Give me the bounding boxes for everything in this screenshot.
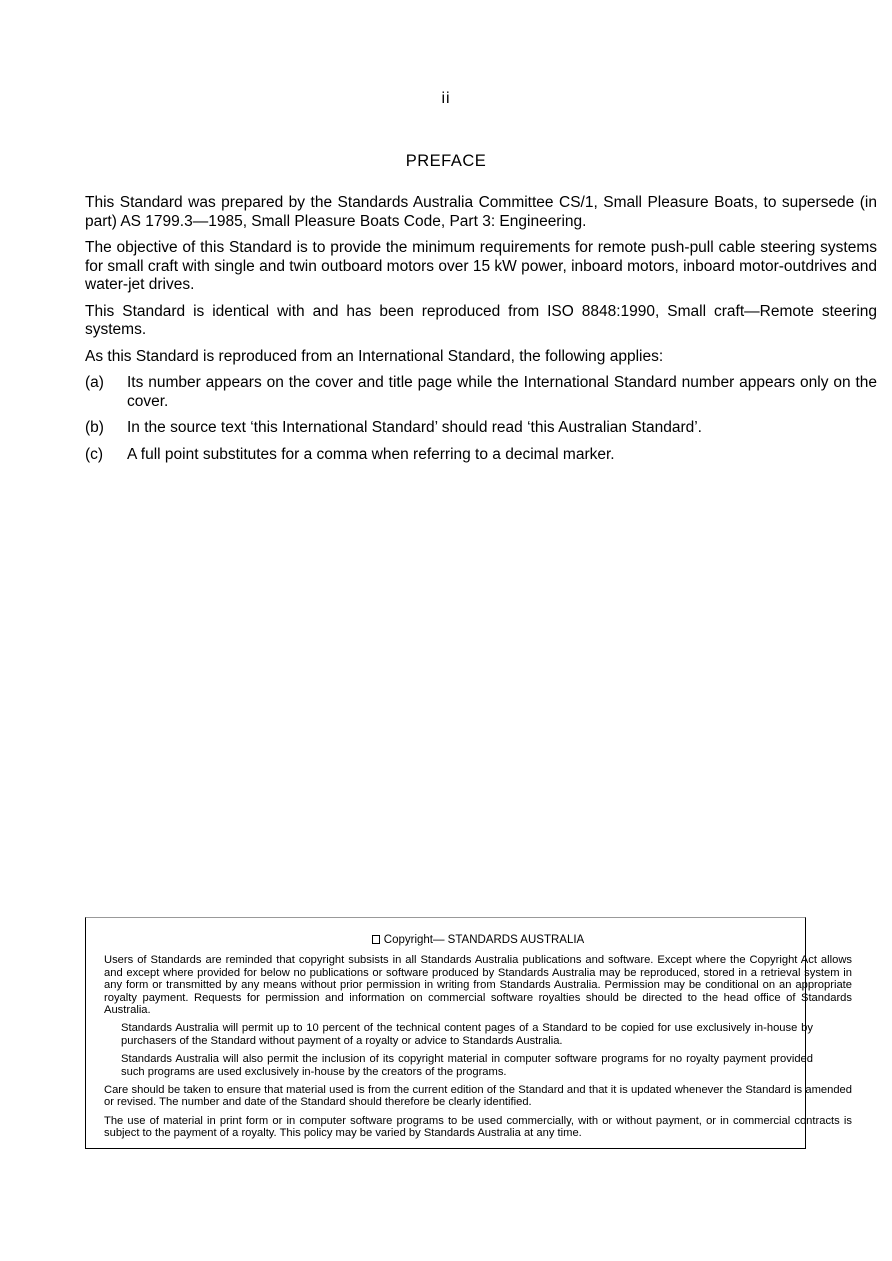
- copyright-paragraph-commercial-use: The use of material in print form or in computer software programs to be used commercially, with or without payment, or in commercial contracts is subject to the payment of a royalty. This policy may be varied by Standards Australia at any time.: [104, 1114, 852, 1140]
- copyright-icon: [372, 935, 380, 944]
- page-number: ii: [441, 90, 451, 107]
- list-item-label: (b): [85, 419, 104, 436]
- list-item-text: A full point substitutes for a comma when referring to a decimal marker.: [127, 445, 615, 463]
- page-title: PREFACE: [405, 152, 487, 170]
- list-item-label: (c): [85, 445, 104, 463]
- preface-paragraph-identical: This Standard is identical with and has been reproduced from ISO 8848:1990, Small craft—Remote steering systems.: [85, 302, 877, 338]
- copyright-heading: [104, 934, 852, 946]
- list-item: [85, 419, 877, 438]
- list-item: [85, 446, 877, 465]
- list-item-text: In the source text ‘this International Standard’ should read ‘this Australian Standard’.: [127, 419, 702, 436]
- preface-paragraph-committee: This Standard was prepared by the Standards Australia Committee CS/1, Small Pleasure Boats, to supersede (in part) AS 1799.3—1985, Small Pleasure Boats Code, Part 3: Engineering.: [85, 194, 877, 230]
- list-item: [85, 374, 877, 411]
- preface-paragraph-objective: The objective of this Standard is to provide the minimum requirements for remote push-pull cable steering systems for small craft with single and twin outboard motors over 15 kW power, inboard motors, inboard motor-outdrives and water-jet drives.: [85, 239, 877, 293]
- copyright-paragraph-current-edition: Care should be taken to ensure that material used is from the current edition of the Standard and that it is updated whenever the Standard is amended or revised. The number and date of the Standard should therefore be clearly identified.: [104, 1084, 852, 1109]
- copyright-paragraph-reminder: Users of Standards are reminded that copyright subsists in all Standards Australia publications and software. Except where the Copyright Act allows and except where provided for below no publications or software produced by Standards Australia may be reproduced, stored in a retrieval system in any form or transmitted by any means without prior permission in writing from Standards Australia. Permission may be conditional on an appropriate royalty payment. Requests for permission and information on commercial software royalties should be directed to the head office of Standards Australia.: [104, 954, 852, 1017]
- copyright-paragraph-software: Standards Australia will also permit the inclusion of its copyright material in computer software programs for no royalty payment provided such programs are used exclusively in-house by the creators of the programs.: [121, 1053, 813, 1078]
- preface-paragraph-applies: As this Standard is reproduced from an International Standard, the following applies:: [85, 347, 664, 365]
- copyright-paragraph-ten-percent: Standards Australia will permit up to 10 percent of the technical content pages of a Standard to be copied for use exclusively in-house by purchasers of the Standard without payment of a royalty or advice to Standards Australia.: [121, 1022, 813, 1047]
- preface-body: [85, 194, 877, 472]
- copyright-notice: [104, 934, 852, 1146]
- list-item-text: Its number appears on the cover and title page while the International Standard number appears only on the cover.: [127, 374, 877, 410]
- list-item-label: (a): [85, 374, 104, 391]
- copyright-heading-text: Copyright— STANDARDS AUSTRALIA: [383, 934, 585, 946]
